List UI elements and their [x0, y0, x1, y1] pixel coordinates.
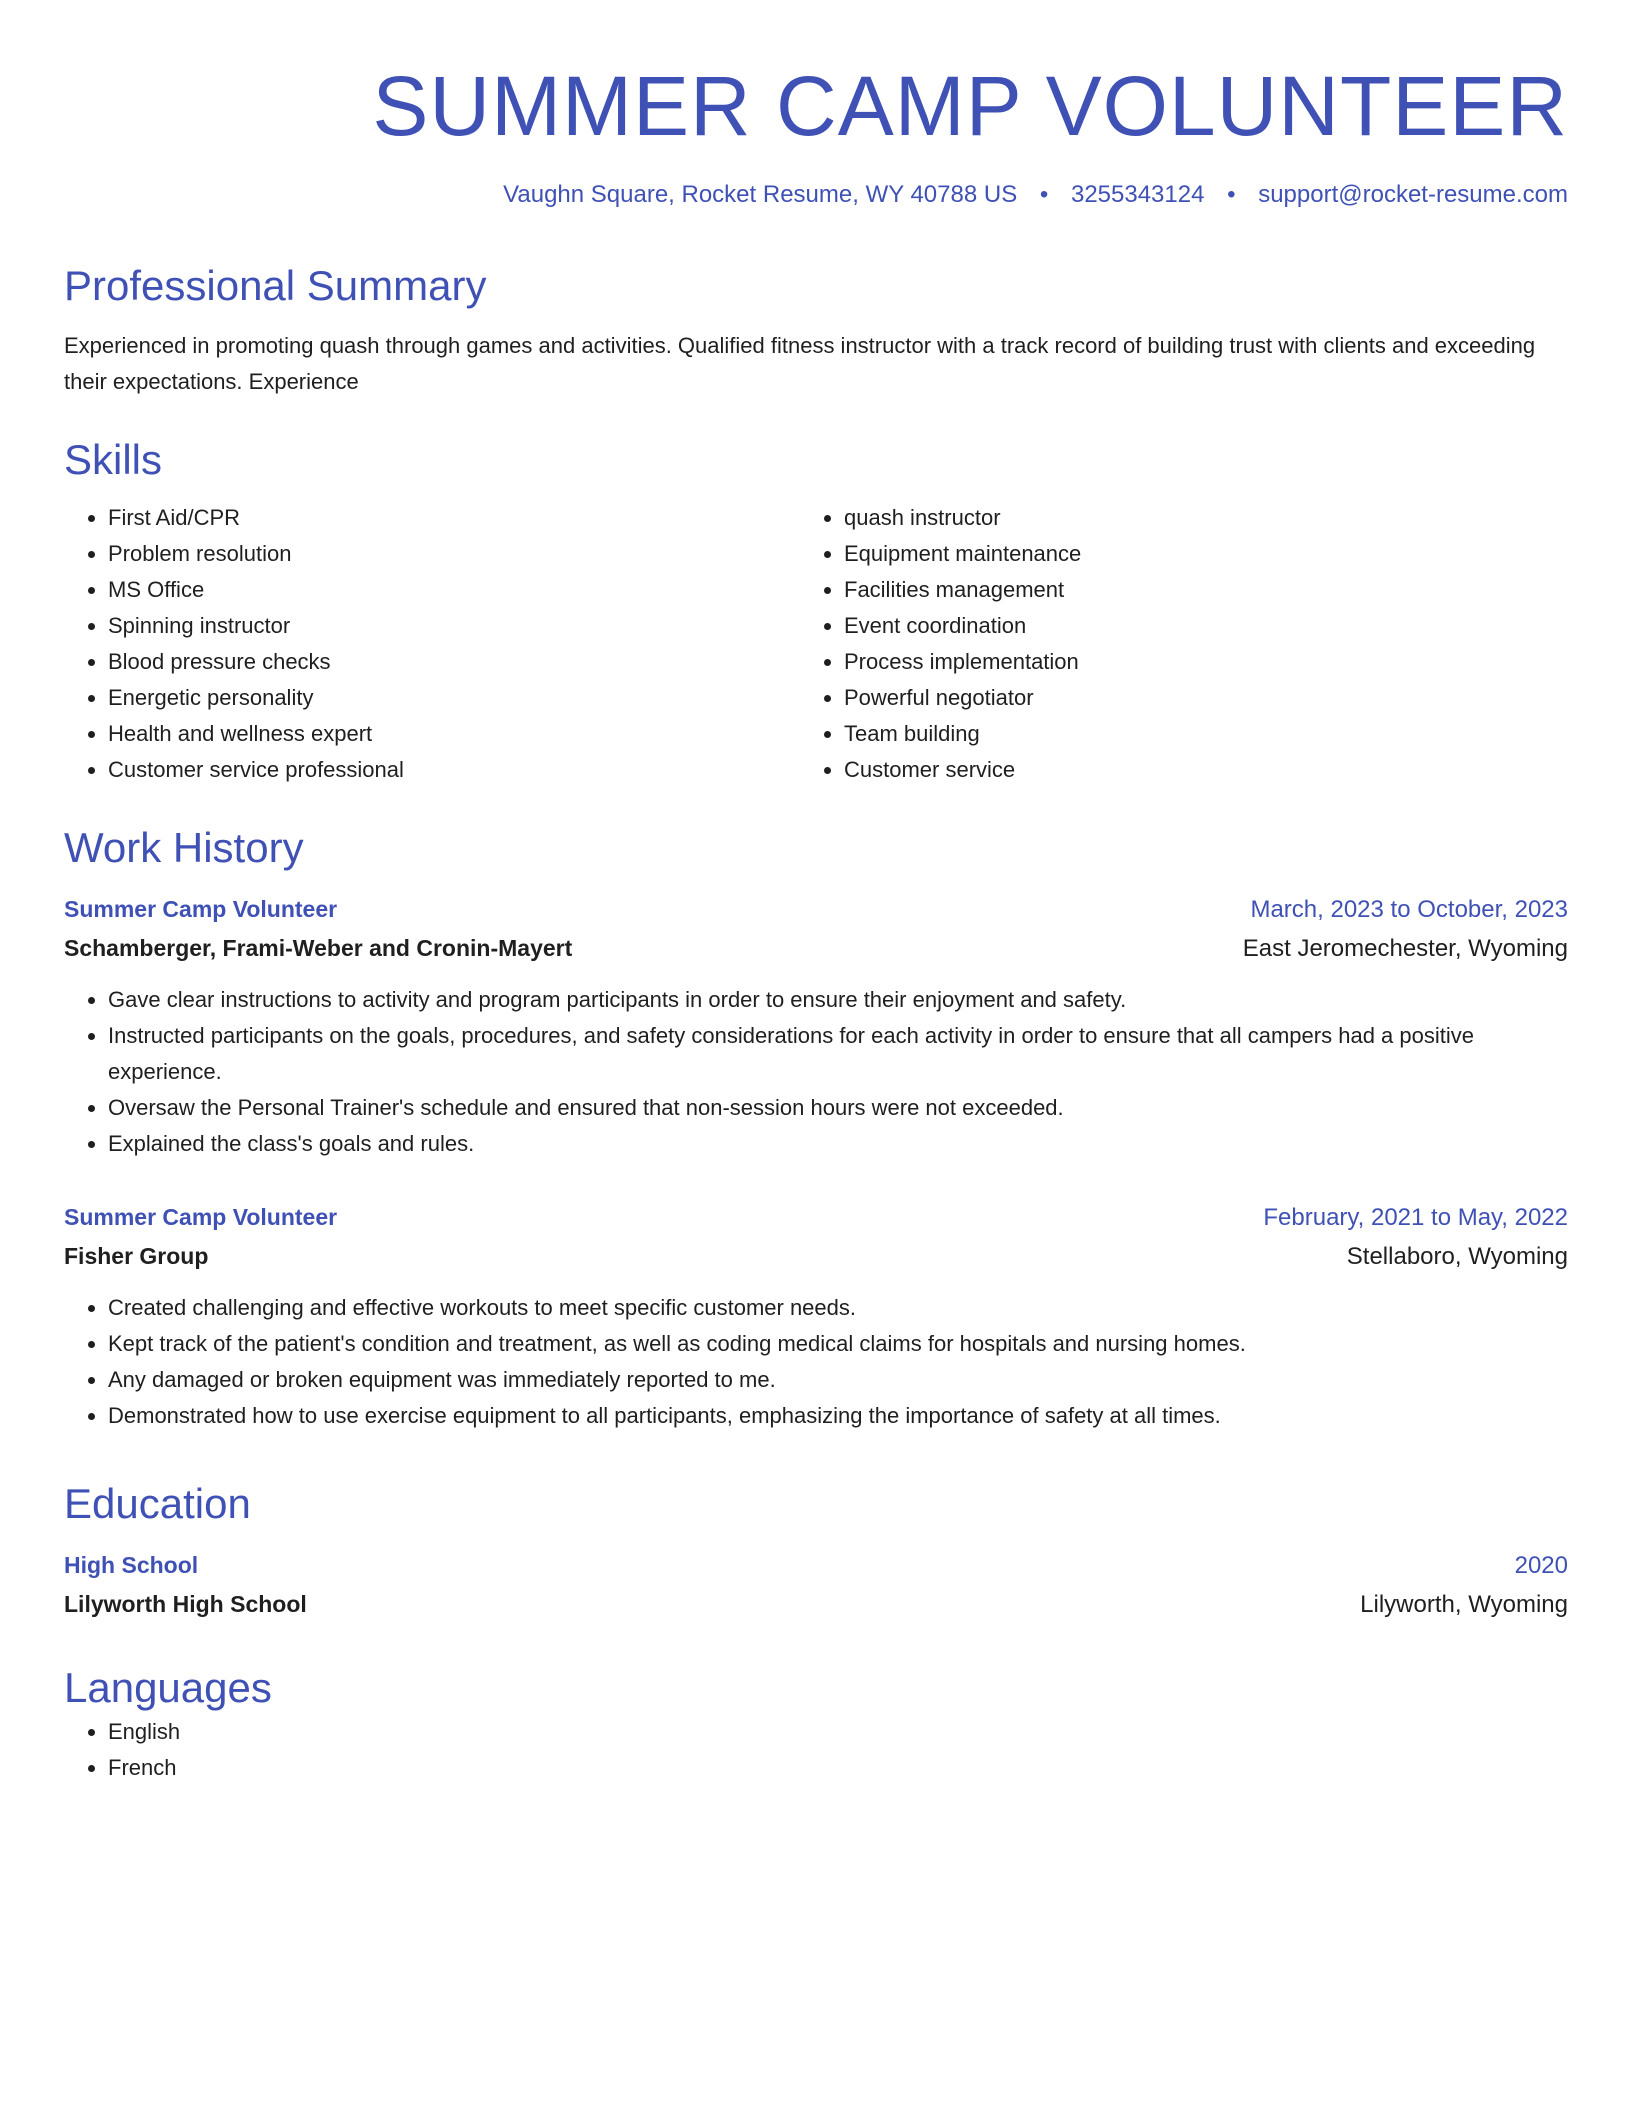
- skill-item: • Problem resolution: [108, 536, 800, 572]
- languages-title: Languages: [64, 1664, 272, 1711]
- candidate-name: SUMMER CAMP VOLUNTEER: [372, 59, 1568, 153]
- education-year: 2020: [1514, 1552, 1568, 1579]
- job-bullets: [64, 982, 1568, 1162]
- job-bullet: • Instructed participants on the goals, procedures, and safety considerations for each activity in order to ensure that all campers had a positive experience.: [108, 1018, 1568, 1090]
- skill-item: • Event coordination: [844, 608, 1536, 644]
- languages-section: [64, 1662, 1568, 1786]
- skill-item: • quash instructor: [844, 500, 1536, 536]
- job-bullet: • Demonstrated how to use exercise equipment to all participants, emphasizing the importance of safety at all times.: [108, 1398, 1568, 1434]
- job-bullet: • Kept track of the patient's condition and treatment, as well as coding medical claims for hospitals and nursing homes.: [108, 1326, 1568, 1362]
- education-entry: [64, 1546, 1568, 1624]
- education-school: Lilyworth High School: [64, 1591, 307, 1617]
- skills-title: Skills: [64, 436, 163, 483]
- education-location: Lilyworth, Wyoming: [1360, 1591, 1568, 1618]
- education-degree: High School: [64, 1552, 199, 1578]
- contact-address: Vaughn Square, Rocket Resume, WY 40788 US: [503, 181, 1018, 208]
- job-entry: [64, 890, 1568, 1162]
- skills-column-left: [64, 500, 800, 788]
- education-title: Education: [64, 1480, 251, 1527]
- skill-item: • Blood pressure checks: [108, 644, 800, 680]
- job-location: Stellaboro, Wyoming: [1346, 1243, 1568, 1270]
- work-history-title: Work History: [64, 824, 304, 871]
- language-item: • English: [108, 1714, 1568, 1750]
- skill-item: • Team building: [844, 716, 1536, 752]
- skill-item: • Health and wellness expert: [108, 716, 800, 752]
- job-bullet: • Gave clear instructions to activity and program participants in order to ensure their enjoyment and safety.: [108, 982, 1568, 1018]
- summary-section: [64, 260, 1568, 400]
- skills-column-right: [800, 500, 1536, 788]
- job-bullet: • Explained the class's goals and rules.: [108, 1126, 1568, 1162]
- contact-separator: •: [1039, 181, 1049, 208]
- job-bullet: • Created challenging and effective workouts to meet specific customer needs.: [108, 1290, 1568, 1326]
- resume-header: [64, 56, 1568, 210]
- skill-item: • Customer service professional: [108, 752, 800, 788]
- job-role: Summer Camp Volunteer: [64, 896, 338, 922]
- job-bullet: • Any damaged or broken equipment was immediately reported to me.: [108, 1362, 1568, 1398]
- job-dates: February, 2021 to May, 2022: [1263, 1204, 1568, 1231]
- skill-item: • First Aid/CPR: [108, 500, 800, 536]
- skill-item: • Spinning instructor: [108, 608, 800, 644]
- job-company: Fisher Group: [64, 1243, 209, 1269]
- job-role: Summer Camp Volunteer: [64, 1204, 338, 1230]
- summary-text: Experienced in promoting quash through games and activities. Qualified fitness instructor with a track record of building trust with clients and exceeding their expectations. Experience: [64, 333, 1536, 394]
- job-dates: March, 2023 to October, 2023: [1250, 896, 1568, 923]
- job-bullets: [64, 1290, 1568, 1434]
- skill-item: • Facilities management: [844, 572, 1536, 608]
- education-section: [64, 1478, 1568, 1624]
- skill-item: • Process implementation: [844, 644, 1536, 680]
- skill-item: • Powerful negotiator: [844, 680, 1536, 716]
- languages-list: [64, 1714, 1568, 1786]
- skills-grid: [64, 500, 1568, 788]
- skill-item: • Equipment maintenance: [844, 536, 1536, 572]
- contact-email: support@rocket-resume.com: [1258, 181, 1568, 208]
- skill-item: • Customer service: [844, 752, 1536, 788]
- skills-section: [64, 434, 1568, 788]
- job-bullet: • Oversaw the Personal Trainer's schedule and ensured that non-session hours were not exceeded.: [108, 1090, 1568, 1126]
- language-item: • French: [108, 1750, 1568, 1786]
- contact-line: [64, 180, 1568, 210]
- contact-separator: •: [1227, 181, 1236, 208]
- skill-item: • Energetic personality: [108, 680, 800, 716]
- job-location: East Jeromechester, Wyoming: [1242, 935, 1568, 962]
- skill-item: • MS Office: [108, 572, 800, 608]
- summary-title: Professional Summary: [64, 262, 487, 309]
- work-history-section: [64, 822, 1568, 1434]
- job-entry: [64, 1198, 1568, 1434]
- job-company: Schamberger, Frami-Weber and Cronin-Mayert: [64, 935, 573, 961]
- contact-phone: 3255343124: [1070, 181, 1205, 208]
